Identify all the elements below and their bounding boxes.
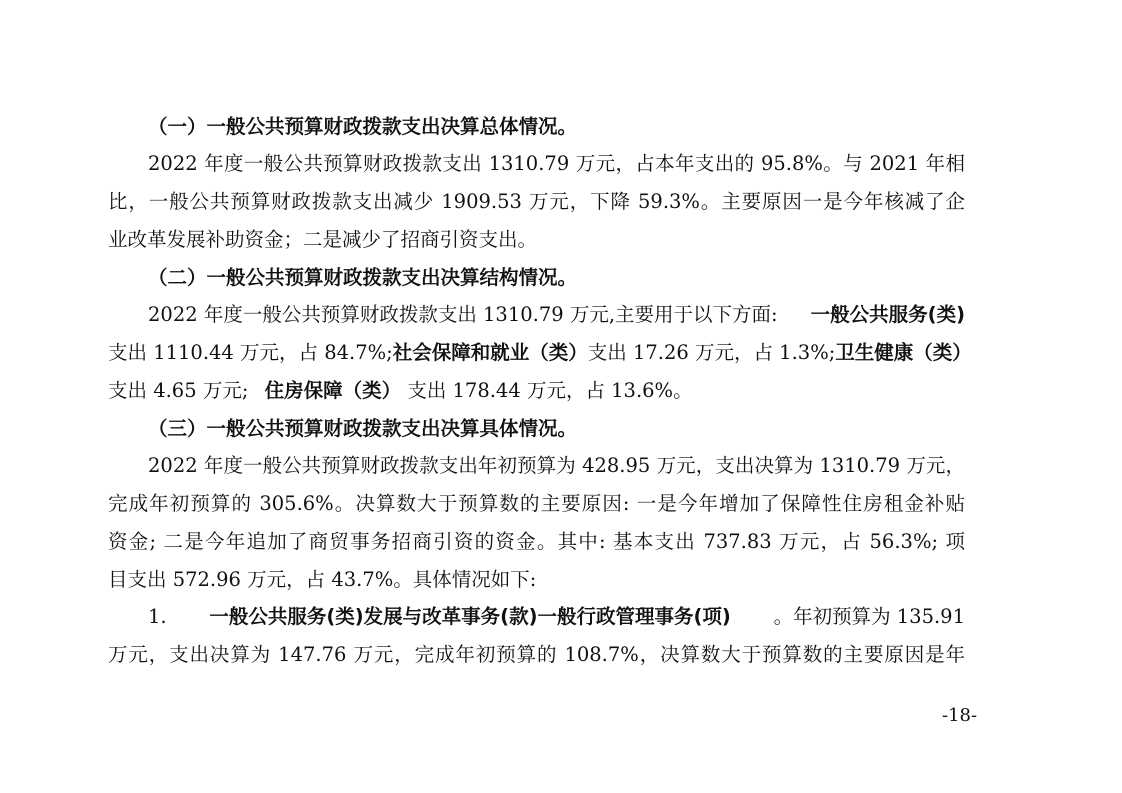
section-1-line-3: 业改革发展补助资金；二是减少了招商引资支出。 [108,228,538,251]
section-3-line-1: 2022 年度一般公共预算财政拨款支出年初预算为 428.95 万元，支出决算为 1310.79 万元， [148,454,965,477]
section-3-line-3: 资金; 二是今年追加了商贸事务招商引资的资金。其中: 基本支出 737.83 万元，占 56.3%; 项 [108,530,965,553]
item-1-category: 一般公共服务(类)发展与改革事务(款)一般行政管理事务(项) [209,605,731,628]
section-2-line-1 [148,302,965,328]
section-1-heading: （一）一般公共预算财政拨款支出决算总体情况。 [148,115,578,138]
section-2-heading: （二）一般公共预算财政拨款支出决算结构情况。 [148,266,578,289]
section-3-item-1 [148,604,965,630]
section-3-line-6: 万元，支出决算为 147.76 万元，完成年初预算的 108.7%，决算数大于预算数的主要原因是年 [108,643,965,666]
section-3-line-4: 目支出 572.96 万元，占 43.7%。具体情况如下: [108,568,537,591]
category-housing: 住房保障（类） [264,379,402,402]
category-social-security: 社会保障和就业（类） [392,341,588,364]
item-1-number: 1. [148,605,167,628]
category-general-public-services: 一般公共服务(类) [810,303,965,326]
section-2-line-2-text-c: 支出 17.26 万元，占 1.3%; [587,341,836,364]
section-2-line-3 [108,378,693,404]
section-1-line-2: 比，一般公共预算财政拨款支出减少 1909.53 万元，下降 59.3%。主要原因一是今年核减了企 [108,190,965,213]
section-2-line-3-text-a: 支出 4.65 万元; [108,379,249,402]
section-2-line-3-text-c: 支出 178.44 万元，占 13.6%。 [407,379,693,402]
section-2-line-2-text-a: 支出 1110.44 万元，占 84.7%; [108,341,393,364]
section-3-heading: （三）一般公共预算财政拨款支出决算具体情况。 [148,417,578,440]
section-2-line-2 [108,340,972,366]
category-health: 卫生健康（类） [835,341,972,364]
section-2-line-1-text: 2022 年度一般公共预算财政拨款支出 1310.79 万元,主要用于以下方面: [148,303,778,326]
item-1-text: 。年初预算为 135.91 [773,605,965,628]
page-number: -18- [942,705,978,726]
section-3-line-2: 完成年初预算的 305.6%。决算数大于预算数的主要原因: 一是今年增加了保障性住房租金补贴 [108,492,965,515]
section-1-line-1: 2022 年度一般公共预算财政拨款支出 1310.79 万元，占本年支出的 95.8%。与 2021 年相 [148,152,965,175]
